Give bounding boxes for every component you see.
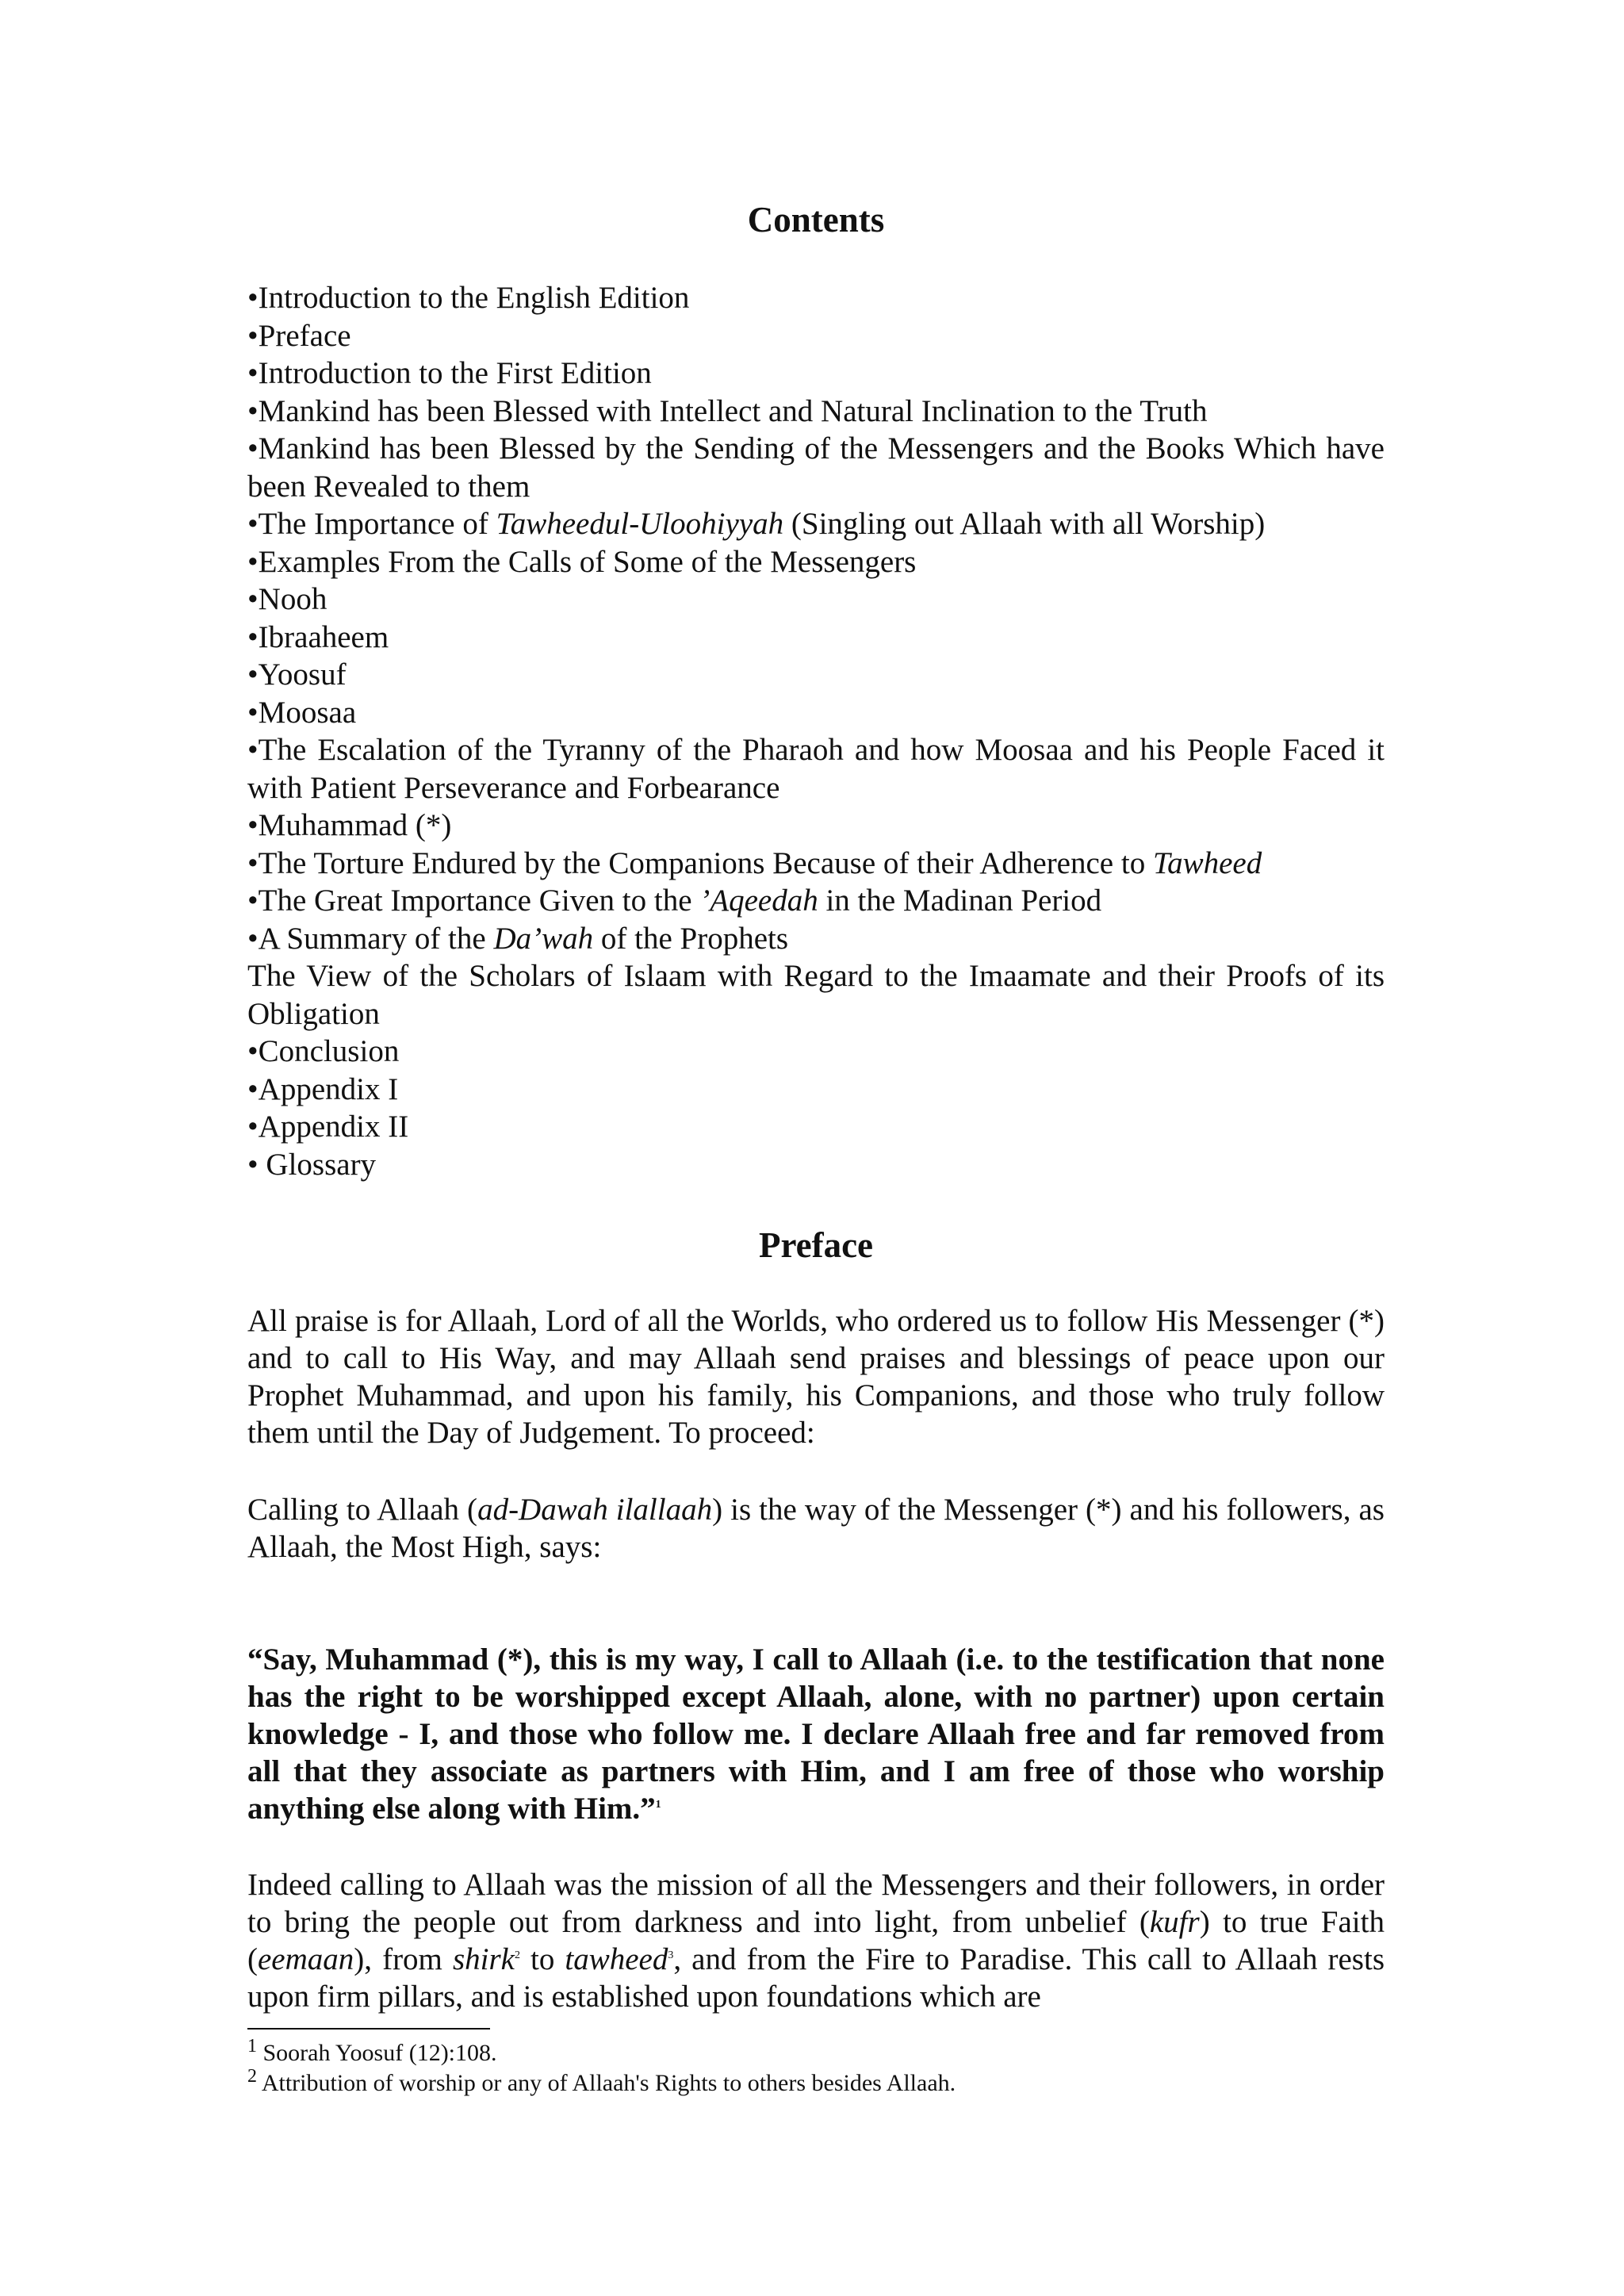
paragraph-text: to <box>519 1942 565 1976</box>
contents-item-italic: Tawheedul-Uloohiyyah <box>496 507 784 541</box>
preface-paragraph-3 <box>247 1866 1385 2015</box>
contents-heading: Contents <box>747 200 885 240</box>
footnote-separator <box>247 2028 490 2030</box>
contents-item-text: •The Great Importance Given to the <box>247 884 700 918</box>
preface-heading: Preface <box>758 1225 874 1265</box>
contents-item <box>247 1108 1385 1146</box>
contents-item <box>247 882 1385 920</box>
contents-item-text: •Mankind has been Blessed with Intellect and Natural Inclination to the Truth <box>247 393 1208 428</box>
paragraph-italic-term: kufr <box>1149 1905 1200 1939</box>
paragraph-text: ) to true Faith ( <box>247 1905 1385 1976</box>
contents-item <box>247 1071 1385 1109</box>
contents-item <box>247 279 1385 317</box>
contents-item-text: •Nooh <box>247 582 327 616</box>
contents-item <box>247 1146 1385 1184</box>
quran-quote <box>247 1641 1385 1827</box>
contents-item-text-after: of the Prophets <box>593 921 789 956</box>
contents-item-text: •The Torture Endured by the Companions Because of their Adherence to <box>247 845 1153 880</box>
contents-item <box>247 694 1385 732</box>
preface-paragraph-2 <box>247 1491 1385 1566</box>
contents-item-text: The View of the Scholars of Islaam with Regard to the Imaamate and their Proofs of its Obligation <box>247 959 1385 1031</box>
footnote-ref-3: 3 <box>668 1949 674 1961</box>
footnote-text: Soorah Yoosuf (12):108. <box>257 2040 497 2066</box>
preface-paragraph-1: All praise is for Allaah, Lord of all the Worlds, who ordered us to follow His Messenger (*) and to call to His Way, and may Allaah send praises and blessings of peace upon our Prophet Muhammad, and upon his family, his Companions, and those who truly follow them until the Day of Judgement. To proceed: <box>247 1304 1385 1450</box>
contents-item <box>247 920 1385 958</box>
contents-item <box>247 731 1385 807</box>
contents-item <box>247 543 1385 581</box>
contents-item-text: • Glossary <box>247 1147 377 1182</box>
contents-item <box>247 656 1385 694</box>
contents-item-italic: Tawheed <box>1152 845 1262 880</box>
footnote-ref-2: 2 <box>514 1949 520 1961</box>
paragraph-text: Calling to Allaah ( <box>247 1493 478 1527</box>
paragraph-text: ) is the way of the Messenger (*) and his followers, as Allaah, the Most High, says: <box>247 1493 1385 1564</box>
footnote-number: 1 <box>247 2036 257 2056</box>
contents-item-text: •Conclusion <box>247 1034 400 1068</box>
contents-item <box>247 317 1385 355</box>
contents-item-text: •Yoosuf <box>247 657 347 692</box>
contents-item-text-after: (Singling out Allaah with all Worship) <box>783 507 1266 541</box>
contents-item <box>247 430 1385 505</box>
paragraph-italic-term: shirk <box>452 1942 515 1976</box>
contents-item-text: •A Summary of the <box>247 921 494 956</box>
contents-item-text: •Mankind has been Blessed by the Sending of the Messengers and the Books Which have been Revealed to them <box>247 431 1385 504</box>
footnote-number: 2 <box>247 2066 257 2087</box>
contents-item <box>247 355 1385 393</box>
contents-item-italic: ’Aqeedah <box>699 884 818 918</box>
contents-item <box>247 845 1385 883</box>
paragraph-text: Indeed calling to Allaah was the mission of all the Messengers and their followers, in order to bring the people out from darkness and into light, from unbelief ( <box>247 1868 1385 1939</box>
contents-item <box>247 581 1385 619</box>
contents-item-italic: Da’wah <box>493 921 594 956</box>
contents-item-text: •Ibraaheem <box>247 619 389 654</box>
footnote-1 <box>247 2038 1385 2068</box>
paragraph-text: ), from <box>354 1942 453 1976</box>
contents-item <box>247 1033 1385 1071</box>
contents-list <box>247 279 1385 1183</box>
quote-text: “Say, Muhammad (*), this is my way, I call to Allaah (i.e. to the testification that none has the right to be worshipped except Allaah, alone, with no partner) upon certain knowledge - I, and those who follow me. I declare Allaah free and far removed from all that they associate as partners with Him, and I am free of those who worship anything else along with Him.” <box>247 1642 1385 1826</box>
footnote-2 <box>247 2068 1385 2099</box>
paragraph-italic-term: ad-Dawah ilallaah <box>477 1493 713 1527</box>
contents-item <box>247 619 1385 657</box>
contents-item <box>247 807 1385 845</box>
paragraph-italic-term: eemaan <box>258 1942 354 1976</box>
contents-item-text: •Examples From the Calls of Some of the Messengers <box>247 544 917 579</box>
footnote-text: Attribution of worship or any of Allaah's Rights to others besides Allaah. <box>257 2070 956 2096</box>
paragraph-text: , and from the Fire to Paradise. This call to Allaah rests upon firm pillars, and is established upon foundations which are <box>247 1942 1385 2014</box>
contents-item-text: •Appendix I <box>247 1071 399 1106</box>
contents-item-text: •Muhammad (*) <box>247 808 452 842</box>
paragraph-italic-term: tawheed <box>565 1942 668 1976</box>
contents-item-text: •Preface <box>247 318 351 353</box>
contents-item <box>247 393 1385 431</box>
contents-item-text-after: in the Madinan Period <box>818 884 1102 918</box>
contents-item-text: •The Importance of <box>247 507 496 541</box>
contents-item <box>247 957 1385 1033</box>
contents-item-text: •The Escalation of the Tyranny of the Pharaoh and how Moosaa and his People Faced it with Patient Perseverance and Forbearance <box>247 733 1385 805</box>
contents-item-text: •Moosaa <box>247 695 357 730</box>
footnote-ref-1: 1 <box>655 1799 661 1811</box>
contents-item-text: •Introduction to the English Edition <box>247 281 690 315</box>
contents-item-text: •Appendix II <box>247 1110 409 1144</box>
contents-item <box>247 505 1385 543</box>
contents-item-text: •Introduction to the First Edition <box>247 356 652 390</box>
